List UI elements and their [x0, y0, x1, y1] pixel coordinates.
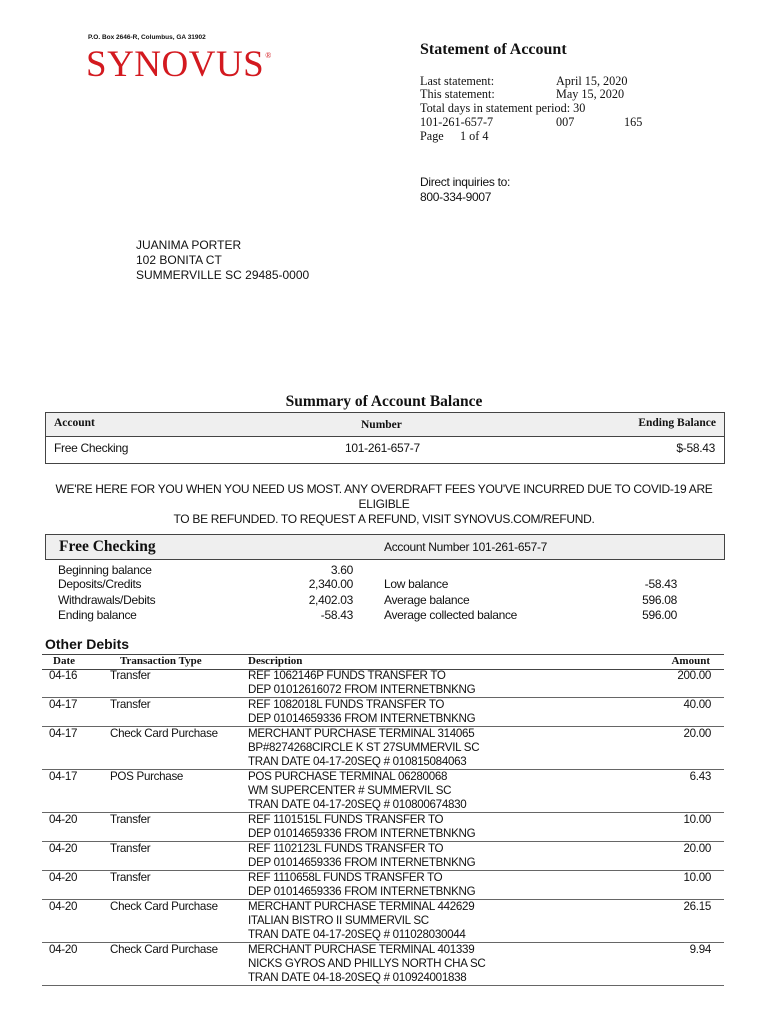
this-statement-line: [420, 87, 625, 102]
balance-beginning-label: Beginning balance: [58, 563, 152, 577]
debit-amount: 40.00: [683, 698, 711, 711]
balance-average-value: 596.08: [642, 593, 677, 607]
debit-type: Transfer: [110, 669, 151, 682]
statement-code-1: 007: [556, 115, 575, 129]
debits-header-amount: Amount: [671, 655, 710, 667]
summary-ending-balance: $-58.43: [676, 441, 715, 455]
debit-description-line: MERCHANT PURCHASE TERMINAL 442629: [248, 900, 475, 913]
debit-description: [248, 669, 475, 697]
debit-description-line: WM SUPERCENTER # SUMMERVIL SC: [248, 784, 452, 797]
direct-inquiries: [420, 175, 510, 205]
last-statement-value: April 15, 2020: [556, 74, 628, 88]
debit-description-line: DEP 01014659336 FROM INTERNETBNKNG: [248, 712, 476, 725]
balance-low-value: -58.43: [644, 577, 677, 591]
inquiries-phone: 800-334-9007: [420, 190, 492, 204]
page-label: Page: [420, 129, 444, 143]
balance-avg-collected-value: 596.00: [642, 608, 677, 622]
free-checking-title: Free Checking: [59, 538, 156, 555]
statement-title: Statement of Account: [420, 41, 567, 58]
debit-description-line: REF 1102123L FUNDS TRANSFER TO: [248, 842, 444, 855]
debit-row: [42, 770, 724, 813]
debit-date: 04-20: [49, 842, 78, 855]
page-line: [420, 129, 489, 144]
debit-description: [248, 770, 466, 812]
debit-amount: 10.00: [683, 871, 711, 884]
statement-account-number: 101-261-657-7: [420, 115, 494, 129]
debit-date: 04-20: [49, 871, 78, 884]
debit-type: Transfer: [110, 842, 151, 855]
balance-average-label: Average balance: [384, 593, 470, 607]
debit-description: [248, 900, 474, 942]
logo-text: SYNOVUS: [86, 44, 265, 85]
debit-amount: 26.15: [683, 900, 711, 913]
debit-row: [42, 669, 724, 698]
statement-code-2: 165: [624, 115, 643, 129]
covid-refund-notice: [40, 482, 728, 527]
debit-type: Check Card Purchase: [110, 943, 218, 956]
debit-type: Check Card Purchase: [110, 727, 218, 740]
bank-po-box: P.O. Box 2646-R, Columbus, GA 31902: [88, 34, 206, 41]
debit-description-line: DEP 01014659336 FROM INTERNETBNKNG: [248, 885, 476, 898]
debit-date: 04-17: [49, 727, 78, 740]
debit-description-line: MERCHANT PURCHASE TERMINAL 401339: [248, 943, 475, 956]
customer-street: 102 BONITA CT: [136, 253, 222, 267]
customer-address: [136, 238, 309, 283]
notice-line-1: WE'RE HERE FOR YOU WHEN YOU NEED US MOST. ANY OVERDRAFT FEES YOU'VE INCURRED DUE TO COVID-19 ARE ELIGIBLE: [55, 482, 713, 511]
last-statement-label: Last statement:: [420, 74, 495, 88]
debit-type: Transfer: [110, 871, 151, 884]
balance-ending-value: -58.43: [320, 608, 353, 622]
debit-row: [42, 943, 724, 986]
registered-mark: ®: [265, 51, 272, 60]
debit-description: [248, 842, 475, 870]
customer-name: JUANIMA PORTER: [136, 238, 242, 252]
balance-avg-collected-label: Average collected balance: [384, 608, 518, 622]
debits-header-type: Transaction Type: [120, 655, 202, 667]
debit-date: 04-20: [49, 943, 78, 956]
debit-description-line: DEP 01014659336 FROM INTERNETBNKNG: [248, 856, 476, 869]
debit-description-line: REF 1062146P FUNDS TRANSFER TO: [248, 669, 446, 682]
debit-description-line: POS PURCHASE TERMINAL 06280068: [248, 770, 448, 783]
debit-description-line: DEP 01012616072 FROM INTERNETBNKNG: [248, 683, 476, 696]
debit-description-line: TRAN DATE 04-17-20SEQ # 010800674830: [248, 798, 467, 811]
debit-amount: 6.43: [689, 770, 711, 783]
debits-header-row: [42, 654, 724, 670]
this-statement-label: This statement:: [420, 87, 495, 101]
debit-row: [42, 813, 724, 842]
debit-description-line: ITALIAN BISTRO II SUMMERVIL SC: [248, 914, 429, 927]
summary-number: 101-261-657-7: [345, 441, 420, 455]
debit-row: [42, 900, 724, 943]
inquiries-label: Direct inquiries to:: [420, 175, 511, 189]
debit-description-line: TRAN DATE 04-18-20SEQ # 010924001838: [248, 971, 467, 984]
debit-description-line: NICKS GYROS AND PHILLYS NORTH CHA SC: [248, 957, 486, 970]
balance-ending-label: Ending balance: [58, 608, 137, 622]
debit-amount: 20.00: [683, 727, 711, 740]
debit-description: [248, 943, 485, 985]
summary-header-account: Account: [54, 417, 95, 429]
summary-account: Free Checking: [54, 441, 129, 455]
page-value: 1 of 4: [460, 129, 489, 143]
debit-description-line: MERCHANT PURCHASE TERMINAL 314065: [248, 727, 475, 740]
synovus-logo: [86, 46, 272, 83]
balance-deposits-label: Deposits/Credits: [58, 577, 142, 591]
debit-description-line: DEP 01014659336 FROM INTERNETBNKNG: [248, 827, 476, 840]
debit-description: [248, 698, 475, 726]
other-debits-title: Other Debits: [45, 636, 130, 652]
debit-row: [42, 698, 724, 727]
debit-date: 04-20: [49, 900, 78, 913]
debit-type: Transfer: [110, 813, 151, 826]
debit-type: POS Purchase: [110, 770, 184, 783]
debit-description-line: REF 1101515L FUNDS TRANSFER TO: [248, 813, 444, 826]
summary-table: [45, 412, 725, 464]
debit-description-line: TRAN DATE 04-17-20SEQ # 010815084063: [248, 755, 467, 768]
debit-amount: 20.00: [683, 842, 711, 855]
debit-amount: 9.94: [689, 943, 711, 956]
debit-type: Transfer: [110, 698, 151, 711]
debit-date: 04-17: [49, 698, 78, 711]
debit-date: 04-20: [49, 813, 78, 826]
summary-header-number: Number: [361, 419, 402, 431]
debit-description: [248, 813, 475, 841]
summary-title: Summary of Account Balance: [285, 393, 483, 410]
balance-deposits-value: 2,340.00: [308, 577, 353, 591]
debit-type: Check Card Purchase: [110, 900, 218, 913]
debit-amount: 10.00: [683, 813, 711, 826]
debits-header-date: Date: [53, 655, 75, 667]
customer-city-line: SUMMERVILLE SC 29485-0000: [136, 268, 310, 282]
debit-row: [42, 727, 724, 770]
debit-date: 04-16: [49, 669, 78, 682]
debit-row: [42, 871, 724, 900]
debits-header-description: Description: [248, 655, 303, 667]
summary-header-ending-balance: Ending Balance: [638, 417, 716, 429]
balance-beginning-value: 3.60: [330, 563, 353, 577]
debit-description-line: BP#8274268CIRCLE K ST 27SUMMERVIL SC: [248, 741, 480, 754]
debit-description-line: REF 1110658L FUNDS TRANSFER TO: [248, 871, 443, 884]
free-checking-header: [45, 534, 725, 560]
balance-low-label: Low balance: [384, 577, 449, 591]
debit-row: [42, 842, 724, 871]
summary-header-row: [46, 413, 724, 437]
free-checking-account-number: Account Number 101-261-657-7: [384, 540, 548, 554]
balance-withdrawals-value: 2,402.03: [308, 593, 353, 607]
balance-withdrawals-label: Withdrawals/Debits: [58, 593, 156, 607]
notice-line-2: TO BE REFUNDED. TO REQUEST A REFUND, VISIT SYNOVUS.COM/REFUND.: [173, 512, 595, 526]
debit-description: [248, 871, 475, 899]
account-codes-line: [420, 115, 643, 130]
debit-amount: 200.00: [677, 669, 711, 682]
this-statement-value: May 15, 2020: [556, 87, 625, 101]
total-days-line: Total days in statement period: 30: [420, 101, 586, 115]
debit-description-line: TRAN DATE 04-17-20SEQ # 011028030044: [248, 928, 466, 941]
debit-description: [248, 727, 479, 769]
debit-date: 04-17: [49, 770, 78, 783]
debit-description-line: REF 1082018L FUNDS TRANSFER TO: [248, 698, 445, 711]
